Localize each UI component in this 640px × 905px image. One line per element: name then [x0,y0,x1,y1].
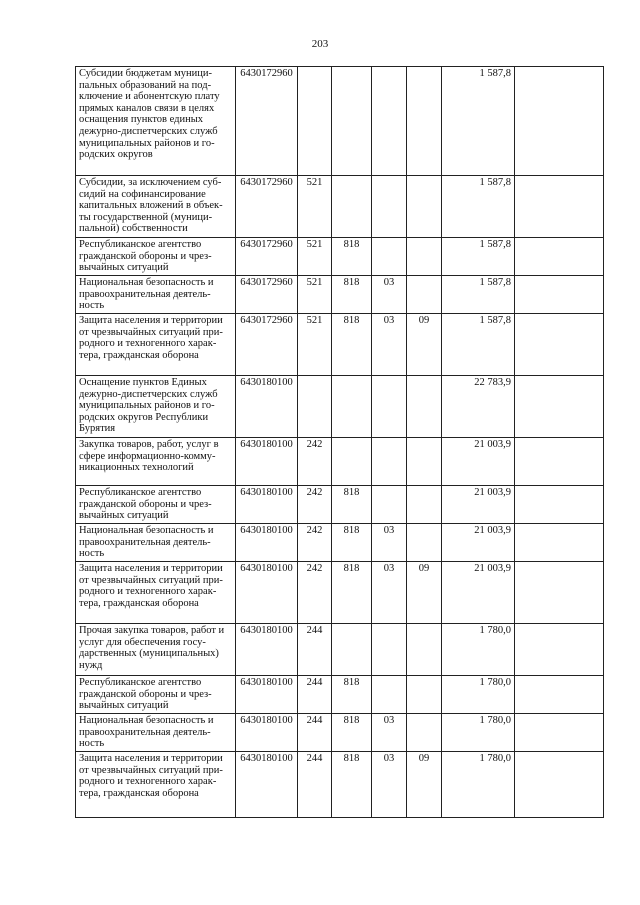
row-vr: 244 [298,676,332,714]
row-pr [407,524,442,562]
row-sum: 21 003,9 [442,524,515,562]
row-empty [515,562,604,624]
row-pr [407,67,442,176]
table-row [76,486,604,524]
table-row [76,276,604,314]
row-empty [515,714,604,752]
row-rz: 03 [372,276,407,314]
row-code: 6430180100 [236,752,298,818]
table-row [76,176,604,238]
row-vr: 242 [298,486,332,524]
row-name: Оснащение пунктов Единых дежурно-диспетчерских служб муниципальных районов и го-родских округов Республики Бурятия [76,376,236,438]
row-empty [515,486,604,524]
row-sum: 21 003,9 [442,486,515,524]
row-code: 6430180100 [236,624,298,676]
row-rz: 03 [372,314,407,376]
row-gr [332,176,372,238]
row-vr: 242 [298,438,332,486]
table-row [76,676,604,714]
row-name: Защита населения и территории от чрезвычайных ситуаций при-родного и техногенного харак-тера, гражданская оборона [76,562,236,624]
row-pr [407,276,442,314]
table-row [76,752,604,818]
table-row [76,524,604,562]
row-empty [515,238,604,276]
row-name: Национальная безопасность и правоохранительная деятель-ность [76,524,236,562]
row-name: Республиканское агентство гражданской обороны и чрез-вычайных ситуаций [76,238,236,276]
row-code: 6430172960 [236,176,298,238]
row-pr: 09 [407,562,442,624]
row-pr [407,486,442,524]
row-vr: 242 [298,524,332,562]
row-name: Республиканское агентство гражданской обороны и чрез-вычайных ситуаций [76,676,236,714]
row-name: Закупка товаров, работ, услуг в сфере информационно-комму-никационных технологий [76,438,236,486]
row-code: 6430180100 [236,676,298,714]
table-row [76,714,604,752]
row-vr [298,376,332,438]
row-gr: 818 [332,714,372,752]
row-vr: 244 [298,714,332,752]
row-gr: 818 [332,562,372,624]
row-rz: 03 [372,524,407,562]
row-pr [407,624,442,676]
row-code: 6430180100 [236,438,298,486]
row-empty [515,438,604,486]
row-code: 6430172960 [236,314,298,376]
row-code: 6430180100 [236,714,298,752]
table-row [76,438,604,486]
row-pr [407,438,442,486]
row-gr [332,438,372,486]
row-sum: 1 780,0 [442,676,515,714]
row-sum: 1 780,0 [442,714,515,752]
row-empty [515,752,604,818]
row-code: 6430180100 [236,376,298,438]
row-empty [515,276,604,314]
row-sum: 1 780,0 [442,752,515,818]
row-pr: 09 [407,314,442,376]
row-name: Национальная безопасность и правоохранительная деятель-ность [76,714,236,752]
row-gr [332,376,372,438]
row-pr: 09 [407,752,442,818]
row-empty [515,376,604,438]
row-vr: 521 [298,238,332,276]
row-pr [407,176,442,238]
row-code: 6430180100 [236,524,298,562]
row-empty [515,524,604,562]
row-code: 6430172960 [236,276,298,314]
row-pr [407,238,442,276]
row-vr [298,67,332,176]
row-rz [372,438,407,486]
row-sum: 1 587,8 [442,276,515,314]
budget-table [75,66,604,818]
row-vr: 244 [298,624,332,676]
row-code: 6430172960 [236,67,298,176]
row-gr: 818 [332,524,372,562]
page-number: 203 [311,38,329,50]
row-gr: 818 [332,752,372,818]
row-rz [372,486,407,524]
row-rz: 03 [372,752,407,818]
row-gr: 818 [332,238,372,276]
row-pr [407,376,442,438]
row-sum: 22 783,9 [442,376,515,438]
row-gr: 818 [332,676,372,714]
table-row [76,238,604,276]
table-row [76,67,604,176]
table-row [76,562,604,624]
row-gr: 818 [332,276,372,314]
row-rz [372,376,407,438]
row-empty [515,176,604,238]
row-sum: 1 587,8 [442,238,515,276]
row-sum: 21 003,9 [442,438,515,486]
row-gr [332,624,372,676]
row-code: 6430172960 [236,238,298,276]
row-rz [372,238,407,276]
row-vr: 521 [298,176,332,238]
row-rz [372,67,407,176]
row-rz: 03 [372,562,407,624]
row-rz [372,624,407,676]
row-name: Национальная безопасность и правоохранительная деятель-ность [76,276,236,314]
row-code: 6430180100 [236,562,298,624]
row-empty [515,676,604,714]
row-rz: 03 [372,714,407,752]
row-empty [515,624,604,676]
row-gr: 818 [332,486,372,524]
table-row [76,624,604,676]
row-rz [372,176,407,238]
row-rz [372,676,407,714]
row-empty [515,67,604,176]
row-vr: 244 [298,752,332,818]
row-sum: 1 587,8 [442,176,515,238]
row-name: Субсидии бюджетам муници-пальных образований на под-ключение и абонентскую плату прямых каналов связи в целях оснащения пунктов единых дежурно-диспетчерских служб муниципальных районов и го-родских округов [76,67,236,176]
row-name: Субсидии, за исключением суб-сидий на софинансирование капитальных вложений в объек-ты государственной (муници-пальной) собственности [76,176,236,238]
row-vr: 242 [298,562,332,624]
table-row [76,376,604,438]
row-gr [332,67,372,176]
row-code: 6430180100 [236,486,298,524]
row-vr: 521 [298,314,332,376]
table-row [76,314,604,376]
row-empty [515,314,604,376]
row-name: Республиканское агентство гражданской обороны и чрез-вычайных ситуаций [76,486,236,524]
row-sum: 1 587,8 [442,67,515,176]
row-pr [407,676,442,714]
row-gr: 818 [332,314,372,376]
row-vr: 521 [298,276,332,314]
row-sum: 1 587,8 [442,314,515,376]
row-pr [407,714,442,752]
row-name: Защита населения и территории от чрезвычайных ситуаций при-родного и техногенного харак-тера, гражданская оборона [76,314,236,376]
row-name: Прочая закупка товаров, работ и услуг для обеспечения госу-дарственных (муниципальных) нужд [76,624,236,676]
row-sum: 21 003,9 [442,562,515,624]
row-sum: 1 780,0 [442,624,515,676]
row-name: Защита населения и территории от чрезвычайных ситуаций при-родного и техногенного харак-тера, гражданская оборона [76,752,236,818]
